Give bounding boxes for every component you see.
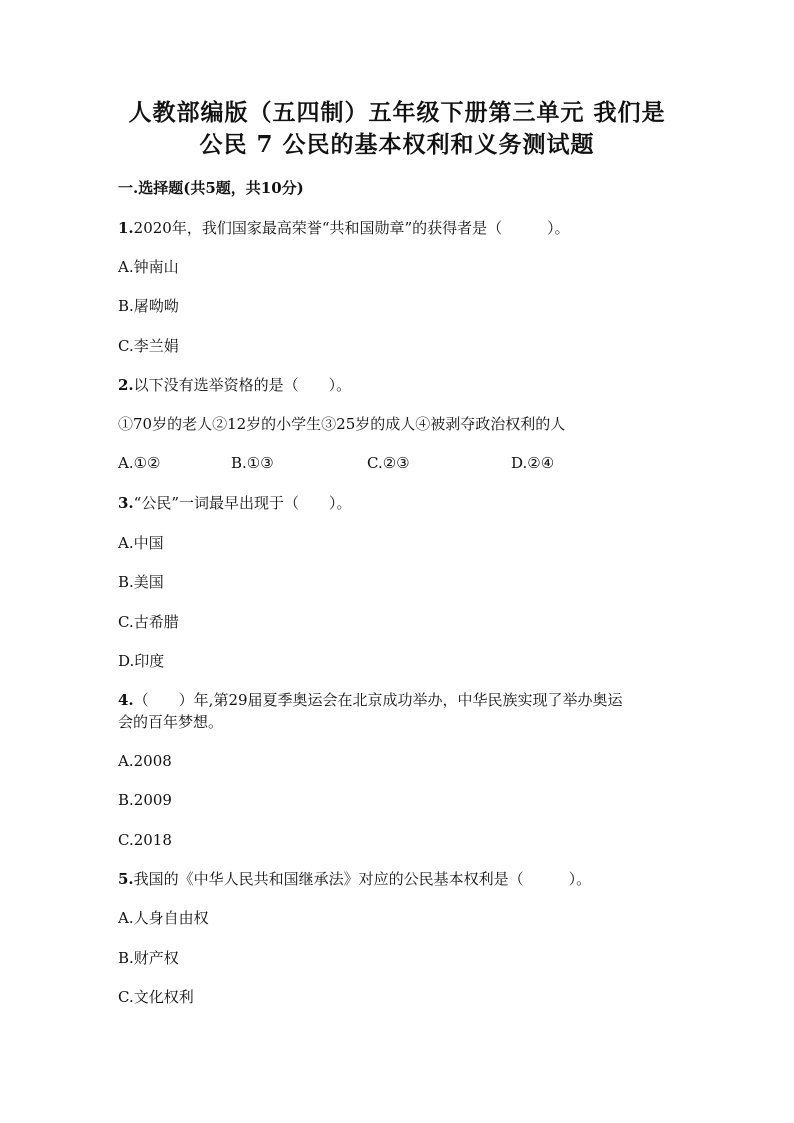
question-4-continued: 会的百年梦想。 [118, 713, 224, 731]
q3-option-a: A.中国 [118, 534, 164, 552]
q2-statements: ①70岁的老人②12岁的小学生③25岁的成人④被剥夺政治权利的人 [118, 415, 566, 433]
question-5 [118, 869, 591, 889]
question-number: 4. [118, 691, 134, 709]
question-1 [118, 218, 570, 238]
q3-option-c: C.古希腊 [118, 613, 179, 631]
section-heading: 一.选择题(共5题，共10分) [118, 179, 304, 197]
q1-option-b: B.屠呦呦 [118, 297, 179, 315]
q2-option-c: C.②③ [367, 454, 410, 472]
q2-option-b: B.①③ [231, 454, 274, 472]
question-text: 以下没有选举资格的是（ ）。 [133, 376, 352, 394]
question-number: 3. [118, 494, 134, 512]
q5-option-a: A.人身自由权 [118, 909, 209, 927]
q3-option-b: B.美国 [118, 573, 164, 591]
q1-option-a: A.钟南山 [118, 258, 179, 276]
q2-option-d: D.②④ [511, 454, 555, 472]
q4-option-c: C.2018 [118, 831, 172, 849]
question-2 [118, 375, 351, 395]
question-text: （ ）年,第29届夏季奥运会在北京成功举办，中华民族实现了举办奥运 [133, 691, 623, 709]
question-3 [118, 493, 352, 513]
q2-options-row [118, 453, 678, 473]
question-text: 我国的《中华人民共和国继承法》对应的公民基本权利是（ ）。 [133, 870, 592, 888]
q2-option-a: A.①② [118, 454, 161, 472]
document-title-line-2: 公民 7 公民的基本权利和义务测试题 [199, 131, 595, 158]
q4-option-a: A.2008 [118, 752, 172, 770]
question-number: 2. [118, 376, 134, 394]
question-4 [118, 690, 623, 710]
question-number: 5. [118, 870, 134, 888]
question-text: “公民”一词最早出现于（ ）。 [133, 494, 352, 512]
q4-option-b: B.2009 [118, 791, 172, 809]
document-title-line-1: 人教部编版（五四制）五年级下册第三单元 我们是 [128, 99, 666, 126]
q1-option-c: C.李兰娟 [118, 337, 179, 355]
question-number: 1. [118, 219, 134, 237]
q5-option-b: B.财产权 [118, 949, 179, 967]
q3-option-d: D.印度 [118, 652, 165, 670]
q5-option-c: C.文化权利 [118, 988, 194, 1006]
question-text: 2020年，我们国家最高荣誉“共和国勋章”的获得者是（ ）。 [133, 219, 570, 237]
